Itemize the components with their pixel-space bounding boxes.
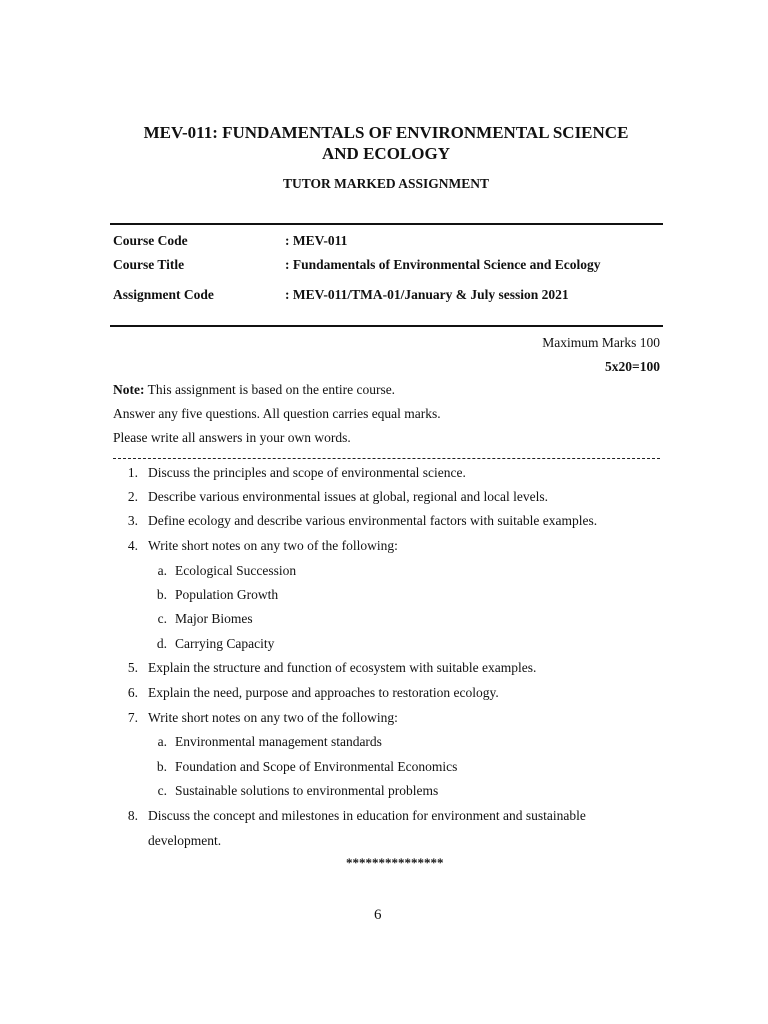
question-text: Describe various environmental issues at global, regional and local levels. xyxy=(148,489,549,504)
question-text: Discuss the concept and milestones in education for environment and sustainable xyxy=(148,808,586,823)
question-text: Explain the structure and function of ecosystem with suitable examples. xyxy=(148,660,537,675)
question-text: Write short notes on any two of the following: xyxy=(148,538,398,553)
page-number: 6 xyxy=(374,907,382,923)
sub-letter: d. xyxy=(156,636,167,651)
note-line-2: Answer any five questions. All question carries equal marks. xyxy=(113,406,441,421)
sub-text: Sustainable solutions to environmental problems xyxy=(175,783,439,798)
sub-letter: c. xyxy=(157,783,167,798)
sub-text: Major Biomes xyxy=(175,611,253,626)
question-text: Explain the need, purpose and approaches to restoration ecology. xyxy=(148,685,499,700)
meta-value: : MEV-011/TMA-01/January & July session 2021 xyxy=(285,287,569,302)
sub-text: Foundation and Scope of Environmental Economics xyxy=(175,759,458,774)
question-text: Discuss the principles and scope of environmental science. xyxy=(148,465,466,480)
bottom-divider xyxy=(110,325,663,327)
note-line-3: Please write all answers in your own words. xyxy=(113,430,351,445)
end-marker: *************** xyxy=(346,855,444,870)
meta-label: Assignment Code xyxy=(113,287,214,302)
top-divider xyxy=(110,223,663,225)
sub-text: Environmental management standards xyxy=(175,734,382,749)
sub-letter: a. xyxy=(157,734,167,749)
sub-letter: b. xyxy=(156,587,167,602)
meta-label: Course Title xyxy=(113,257,185,272)
marks-split: 5x20=100 xyxy=(605,359,660,374)
sub-text: Population Growth xyxy=(175,587,279,602)
note-text: This assignment is based on the entire course. xyxy=(144,382,396,397)
maximum-marks: Maximum Marks 100 xyxy=(542,335,660,350)
sub-letter: b. xyxy=(156,759,167,774)
question-number: 7. xyxy=(127,710,138,725)
meta-value: : MEV-011 xyxy=(285,233,348,248)
question-number: 6. xyxy=(127,685,138,700)
question-number: 4. xyxy=(127,538,138,553)
meta-value: : Fundamentals of Environmental Science and Ecology xyxy=(285,257,601,272)
document-title xyxy=(100,122,672,164)
document-subtitle: TUTOR MARKED ASSIGNMENT xyxy=(282,176,490,191)
question-text-continued: development. xyxy=(148,833,222,848)
meta-label: Course Code xyxy=(113,233,188,248)
question-number: 5. xyxy=(127,660,138,675)
question-number: 3. xyxy=(127,513,138,528)
sub-letter: c. xyxy=(157,611,167,626)
note-line-1 xyxy=(113,382,395,398)
question-number: 2. xyxy=(127,489,138,504)
dashed-separator xyxy=(113,458,660,459)
sub-text: Carrying Capacity xyxy=(175,636,275,651)
question-text: Write short notes on any two of the following: xyxy=(148,710,398,725)
title-line-1: MEV-011: FUNDAMENTALS OF ENVIRONMENTAL SCIENCE xyxy=(143,123,629,142)
question-number: 8. xyxy=(127,808,138,823)
question-text: Define ecology and describe various environmental factors with suitable examples. xyxy=(148,513,598,528)
note-label: Note: xyxy=(113,382,145,397)
sub-text: Ecological Succession xyxy=(175,563,297,578)
sub-letter: a. xyxy=(157,563,167,578)
title-line-2: AND ECOLOGY xyxy=(322,144,450,163)
question-number: 1. xyxy=(127,465,138,480)
